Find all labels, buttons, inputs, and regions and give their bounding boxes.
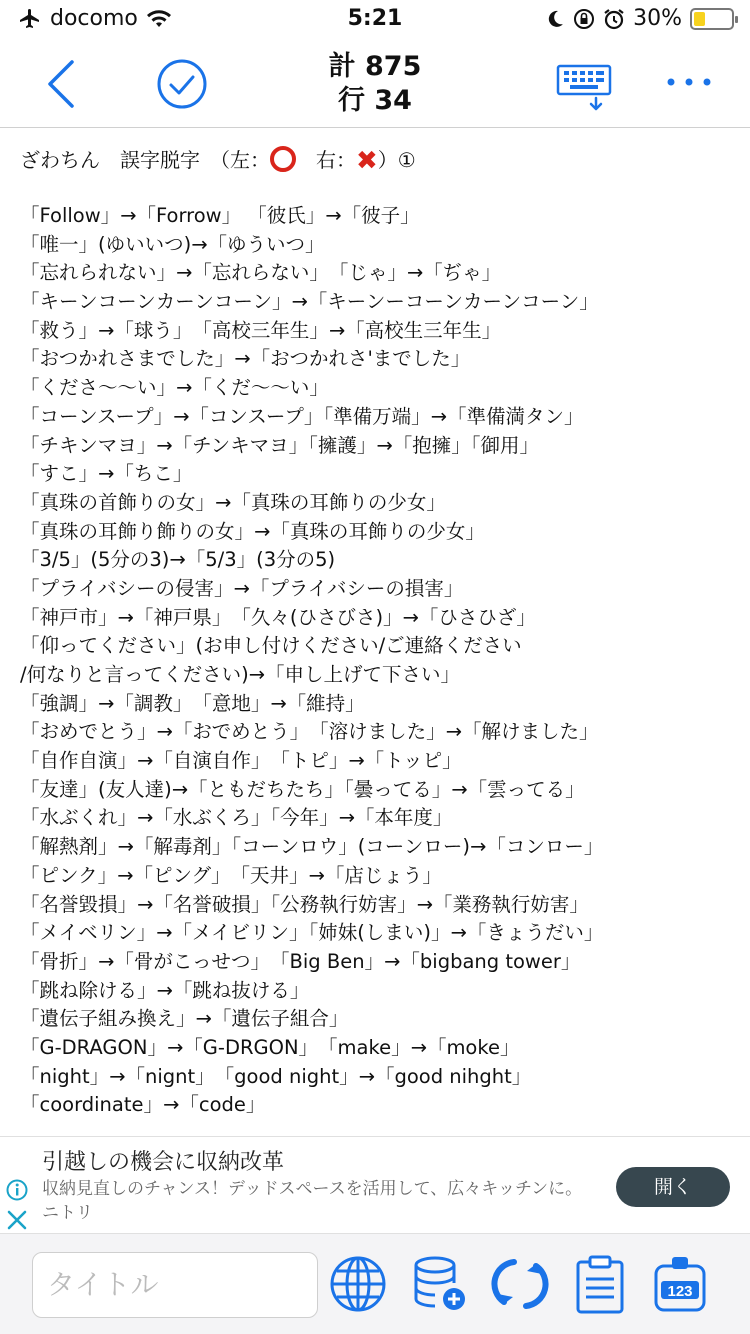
bottom-toolbar <box>0 1234 750 1334</box>
carrier-label: docomo <box>50 6 138 31</box>
document-line: 「coordinate」→「code」 <box>20 1093 266 1117</box>
character-count: 計 875 <box>328 51 422 82</box>
document-line: 「自作自演」→「自演自作」 「トピ」→「トッピ」 <box>20 749 462 773</box>
ad-banner[interactable] <box>0 1136 750 1234</box>
document-line: 「強調」→「調教」 「意地」→「維持」 <box>20 691 365 715</box>
document-line: 「おつかれさまでした」→「おつかれさ'までした」 <box>20 347 471 371</box>
character-line-count <box>0 50 750 118</box>
ad-open-button[interactable]: 開く <box>616 1167 730 1207</box>
document-line: 「コーンスープ」→「コンスープ」「準備万端」→「準備満タン」 <box>20 404 584 428</box>
document-line: 「おめでとう」→「おでめとう」 「溶けました」→「解けました」 <box>20 720 599 744</box>
line-count: 行 34 <box>338 85 412 116</box>
document-line: 「遺伝子組み換え」→「遺伝子組合」 <box>20 1007 349 1031</box>
battery-icon <box>690 8 734 30</box>
document-line: 「跳ね除ける」→「跳ね抜ける」 <box>20 978 310 1002</box>
document-line: 「解熱剤」→「解毒剤」「コーンロウ」(コーンロー)→「コンロー」 <box>20 835 604 859</box>
document-line: 「真珠の耳飾り飾りの女」→「真珠の耳飾りの少女」 <box>20 519 485 543</box>
counter-label: 123 <box>667 1283 693 1300</box>
document-line: 「ピンク」→「ピング」 「天井」→「店じょう」 <box>20 863 442 887</box>
clipboard-icon[interactable] <box>570 1254 630 1314</box>
orientation-lock-icon <box>573 8 595 30</box>
document-line: 「チキンマヨ」→「チンキマヨ」「擁護」→「抱擁」「御用」 <box>20 433 540 457</box>
document-line: 「くださ〜〜い」→「くだ〜〜い」 <box>20 376 329 400</box>
document-line: 「友達」(友人達)→「ともだちたち」「曇ってる」→「雲ってる」 <box>20 777 585 801</box>
document-line: 「Follow」→「Forrow」 「彼氏」→「彼子」 <box>20 204 420 227</box>
header-prefix: ざわちん 誤字脱字 （左： <box>20 148 270 172</box>
circle-mark-icon <box>270 146 296 172</box>
document-line: 「仰ってください」(お申し付けください/ご連絡ください <box>20 634 522 658</box>
title-input[interactable]: タイトル <box>32 1252 318 1318</box>
ad-title[interactable]: 引越しの機会に収納改革 <box>42 1150 285 1175</box>
document-line: 「骨折」→「骨がこっせつ」 「Big Ben」→「bigbang tower」 <box>20 949 581 973</box>
document-line: 「名誉毀損」→「名誉破損」「公務執行妨害」→「業務執行妨害」 <box>20 892 589 916</box>
battery-percent: 30% <box>633 6 682 31</box>
document-line: 「3/5」(5分の3)→「5/3」(3分の5) <box>20 548 336 572</box>
document-body[interactable] <box>0 128 750 1136</box>
document-line: 「忘れられない」→「忘れらない」 「じゃ」→「ぢゃ」 <box>20 261 502 285</box>
cross-mark-icon: ✖ <box>356 146 378 176</box>
document-line: 「救う」→「球う」 「高校三年生」→「高校生三年生」 <box>20 318 502 342</box>
document-lines <box>20 202 740 1120</box>
document-line: 「キーンコーンカーンコーン」→「キーンーコーンカーンコーン」 <box>20 290 599 314</box>
status-time: 5:21 <box>347 6 403 31</box>
document-line: /何なりと言ってください)→「申し上げて下さい」 <box>20 663 461 686</box>
document-line: 「すこ」→「ちこ」 <box>20 462 193 486</box>
status-bar <box>0 0 750 40</box>
document-line: 「神戸市」→「神戸県」 「久々(ひさびさ)」→「ひさひざ」 <box>20 605 536 629</box>
database-add-icon[interactable] <box>410 1254 470 1314</box>
more-icon[interactable] <box>664 70 714 94</box>
document-line: 「プライバシーの侵害」→「プライバシーの損害」 <box>20 576 464 600</box>
moon-icon <box>545 9 565 29</box>
document-line: 「唯一」(ゆいいつ)→「ゆういつ」 <box>20 232 325 256</box>
header-suffix: ）① <box>377 148 416 172</box>
document-line: 「水ぶくれ」→「水ぶくろ」「今年」→「本年度」 <box>20 806 453 830</box>
keyboard-dismiss-icon[interactable] <box>556 62 612 112</box>
document-line: 「night」→「nignt」 「good night」→「good nihght」 <box>20 1064 532 1088</box>
document-line: 「メイベリン」→「メイビリン」「姉妹(しまい)」→「きょうだい」 <box>20 921 604 945</box>
status-right <box>545 6 734 31</box>
globe-icon[interactable] <box>328 1254 388 1314</box>
document-header <box>20 144 416 176</box>
header-middle: 右： <box>296 148 356 172</box>
battery-level <box>694 12 705 26</box>
document-line: 「真珠の首飾りの女」→「真珠の耳飾りの少女」 <box>20 490 446 514</box>
info-icon[interactable] <box>6 1179 28 1201</box>
ad-description: 収納見直しのチャンス！デッドスペースを活用して、広々キッチンに。 ニトリ <box>42 1179 583 1223</box>
document-line: 「G-DRAGON」→「G-DRGON」 「make」→「moke」 <box>20 1035 520 1059</box>
nav-bar <box>0 40 750 128</box>
counter-123-icon[interactable] <box>650 1254 710 1314</box>
close-icon[interactable] <box>6 1209 28 1231</box>
alarm-icon <box>603 8 625 30</box>
sync-icon[interactable] <box>490 1254 550 1314</box>
